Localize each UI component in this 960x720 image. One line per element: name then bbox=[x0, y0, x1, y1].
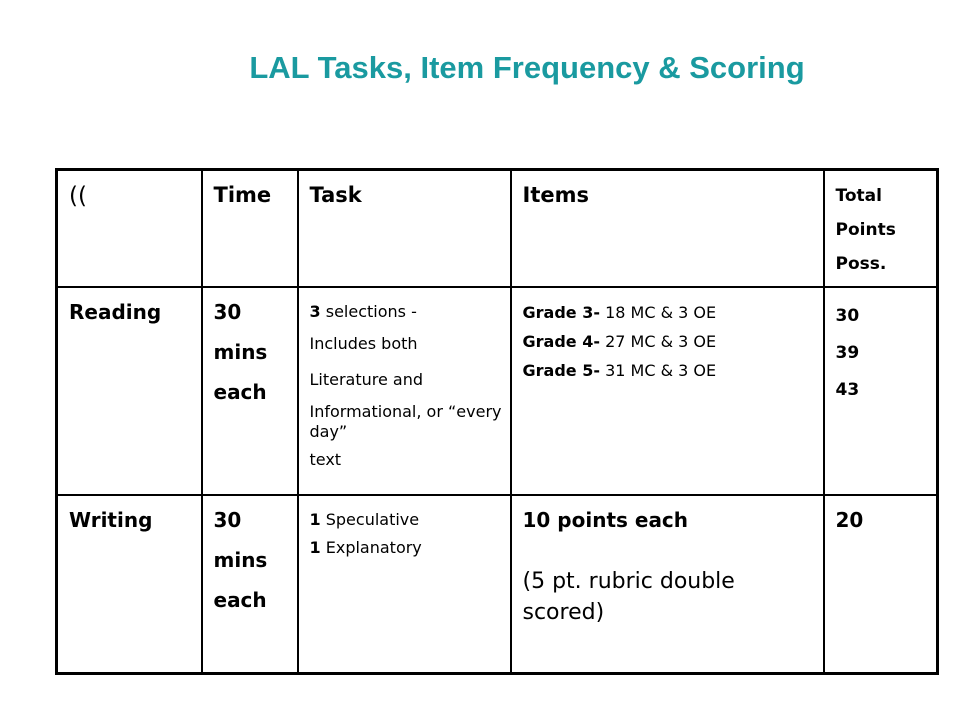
reading-task-line: text bbox=[309, 449, 342, 469]
reading-task bbox=[298, 287, 511, 495]
reading-points-value: 30 bbox=[835, 305, 860, 326]
scoring-table bbox=[55, 168, 939, 675]
reading-items bbox=[511, 287, 824, 495]
reading-time bbox=[202, 287, 298, 495]
writing-task-count: 1 bbox=[309, 509, 321, 529]
reading-time-line: 30 bbox=[213, 299, 242, 324]
header-items: Items bbox=[511, 170, 824, 287]
header-total-line1: Total bbox=[835, 186, 882, 206]
writing-items-lead: 10 points each bbox=[522, 507, 689, 532]
grade-label: Grade 3- bbox=[522, 302, 600, 322]
writing-points: 20 bbox=[824, 495, 938, 674]
writing-task-line bbox=[310, 506, 504, 534]
reading-task-line: Includes both bbox=[309, 333, 418, 353]
header-total-line2: Points bbox=[835, 220, 896, 240]
table-row bbox=[57, 495, 938, 674]
header-total-line3: Poss. bbox=[835, 254, 887, 274]
writing-time-line: mins bbox=[213, 547, 268, 572]
reading-task-line bbox=[310, 298, 504, 326]
writing-items bbox=[511, 495, 824, 674]
reading-task-line: Literature and bbox=[309, 369, 424, 389]
reading-task-text: Informational, or “every day” bbox=[309, 401, 502, 441]
writing-time-line: 30 bbox=[213, 507, 242, 532]
writing-task bbox=[298, 495, 511, 674]
row-label-writing: Writing bbox=[57, 495, 202, 674]
writing-items-note: (5 pt. rubric double scored) bbox=[522, 568, 735, 625]
slide-title: LAL Tasks, Item Frequency & Scoring bbox=[249, 50, 805, 85]
reading-task-line bbox=[310, 402, 504, 442]
writing-time-line: each bbox=[213, 587, 267, 612]
grade-label: Grade 4- bbox=[522, 331, 600, 351]
reading-task-text: selections - bbox=[325, 301, 417, 321]
reading-points-value: 43 bbox=[835, 379, 860, 400]
writing-task-text: Explanatory bbox=[325, 537, 422, 557]
grade-detail: 18 MC & 3 OE bbox=[605, 302, 717, 322]
reading-points-value: 39 bbox=[835, 342, 860, 363]
reading-time-line: each bbox=[213, 379, 267, 404]
header-row bbox=[57, 170, 938, 287]
writing-task-text: Speculative bbox=[325, 509, 420, 529]
header-task: Task bbox=[298, 170, 511, 287]
grade-detail: 27 MC & 3 OE bbox=[605, 331, 717, 351]
header-time: Time bbox=[202, 170, 298, 287]
grade-label: Grade 5- bbox=[522, 360, 600, 380]
reading-points bbox=[824, 287, 938, 495]
writing-task-line bbox=[310, 534, 504, 562]
reading-item-grade5 bbox=[523, 356, 817, 385]
reading-item-grade4 bbox=[523, 327, 817, 356]
writing-time bbox=[202, 495, 298, 674]
table-row bbox=[57, 287, 938, 495]
row-label-reading: Reading bbox=[57, 287, 202, 495]
grade-detail: 31 MC & 3 OE bbox=[605, 360, 717, 380]
header-corner: (( bbox=[57, 170, 202, 287]
writing-task-count: 1 bbox=[309, 537, 321, 557]
reading-time-line: mins bbox=[213, 339, 268, 364]
header-total-points bbox=[824, 170, 938, 287]
reading-task-count: 3 bbox=[309, 301, 321, 321]
reading-item-grade3 bbox=[523, 298, 817, 327]
